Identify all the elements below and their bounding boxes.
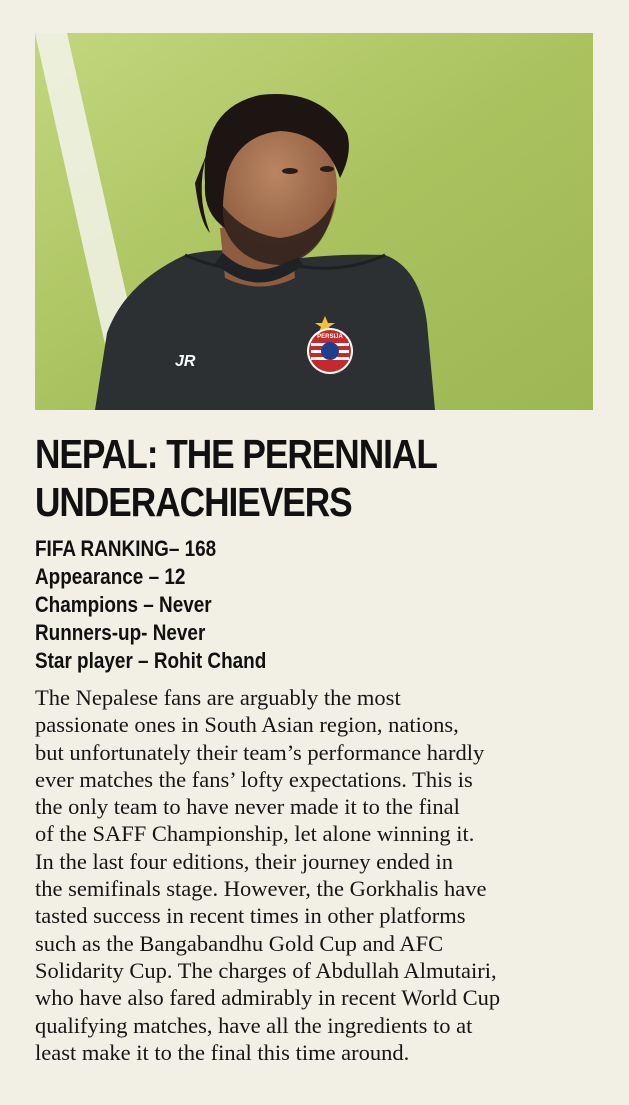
team-stats [35,535,435,675]
player-photo [35,33,593,410]
body-line: who have also fared admirably in recent World Cup [35,985,501,1011]
headline [35,430,517,526]
body-line: tasted success in recent times in other platforms [35,903,466,929]
body-line: but unfortunately their team’s performance hardly [35,739,485,765]
article-body [35,684,605,1066]
stat-appearance: Appearance – 12 [35,564,186,589]
headline-line-1: NEPAL: THE PERENNIAL [35,431,437,477]
body-line: the only team to have never made it to the final [35,794,460,820]
body-line: The Nepalese fans are arguably the most [35,685,401,710]
body-line: least make it to the final this time around. [35,1039,410,1065]
jersey-brand-logo: JR [175,353,196,370]
body-line: In the last four editions, their journey ended in [35,848,454,874]
body-line: passionate ones in South Asian region, nations, [35,712,459,738]
stat-champions: Champions – Never [35,592,212,617]
body-line: Solidarity Cup. The charges of Abdullah Almutairi, [35,957,497,983]
body-line: qualifying matches, have all the ingredients to at [35,1012,473,1038]
headline-line-2: UNDERACHIEVERS [35,479,352,525]
body-line: such as the Bangabandhu Gold Cup and AFC [35,930,444,956]
stat-fifa-ranking: FIFA RANKING– 168 [35,536,217,561]
stat-runners-up: Runners-up- Never [35,620,206,645]
body-line: the semifinals stage. However, the Gorkhalis have [35,876,487,902]
body-line: ever matches the fans’ lofty expectations. This is [35,766,473,792]
body-line: of the SAFF Championship, let alone winning it. [35,821,475,847]
svg-text:PERSIJA: PERSIJA [317,334,343,340]
stat-star-player: Star player – Rohit Chand [35,648,267,673]
